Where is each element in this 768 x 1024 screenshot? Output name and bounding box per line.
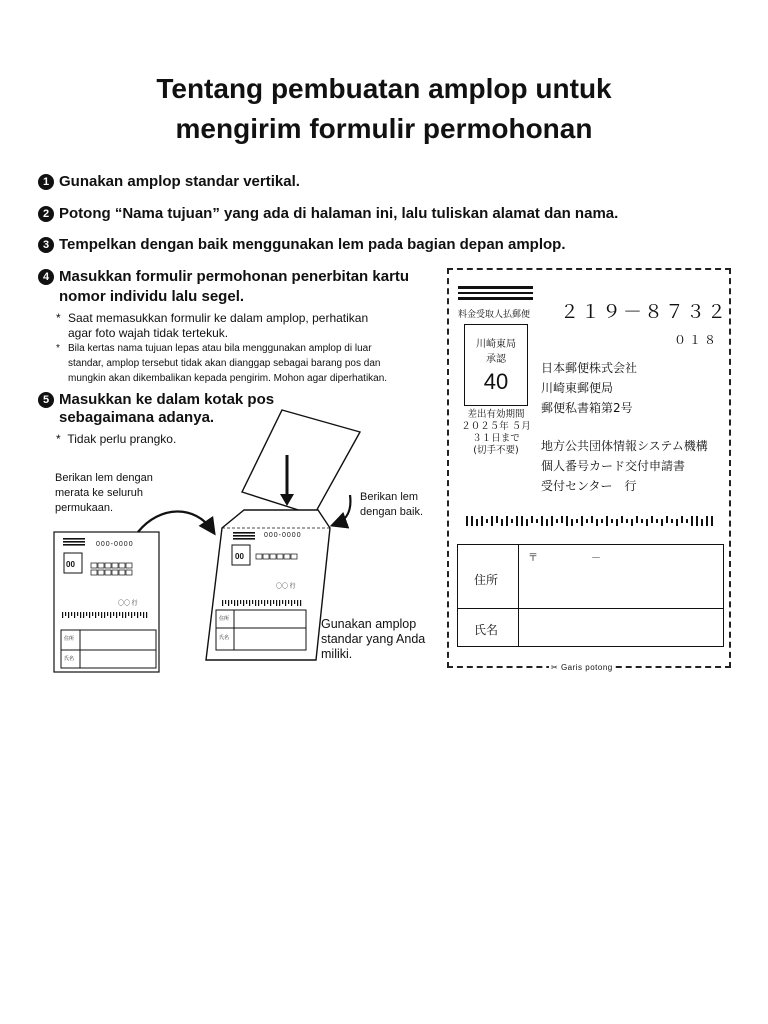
validity-line-2: ２０２５年 ５月	[461, 421, 531, 432]
postal-dash: －	[591, 553, 601, 564]
customer-barcode	[466, 514, 716, 528]
glue-label-line-1: Berikan lem dengan	[55, 472, 153, 484]
step-text: Gunakan amplop standar vertikal.	[59, 173, 300, 190]
recipient-block-1	[541, 358, 637, 418]
step-4-line-2: nomor individu lalu segel.	[59, 288, 245, 305]
validity-line-3: ３１日まで	[472, 433, 520, 444]
validity-line-4: (切手不要)	[473, 445, 519, 456]
envelope-label-line-2: standar yang Anda	[321, 632, 426, 646]
postal-subcode: ０１８	[674, 333, 720, 347]
recipient-line-2: 川崎東郵便局	[541, 381, 614, 395]
fee-label: 料金受取人払郵便	[458, 310, 531, 320]
fee-bars	[458, 286, 533, 303]
note-asterisk: *	[56, 343, 60, 354]
form-sheet	[242, 410, 360, 515]
note-4b-line-2: standar, amplop tersebut tidak akan dianggap sebagai barang pos dan	[68, 358, 381, 369]
recipient2-line-3: 受付センター 行	[541, 479, 637, 493]
note-4b-line-3: mungkin akan dikembalikan kepada pengirim. Mohon agar diperhatikan.	[68, 373, 388, 384]
row-address-label: 住所	[474, 573, 499, 587]
validity-line-1: 差出有効期間	[467, 409, 525, 420]
row-name-label: 氏名	[474, 623, 499, 637]
envelope-label-line-1: Gunakan amplop	[321, 617, 417, 631]
mini-row-name: 氏名	[64, 656, 75, 662]
cut-line-label	[549, 663, 615, 672]
postal-code: ２１９－８７３２	[560, 301, 729, 323]
note-4a-line-2: agar foto wajah tidak tertekuk.	[68, 326, 229, 340]
recipient2-line-1: 地方公共団体情報システム機構	[541, 439, 708, 453]
step-number-badge: 2	[38, 206, 54, 222]
validity-block	[460, 409, 532, 457]
table-row-divider	[458, 608, 723, 609]
postal-mark: 〒	[528, 553, 538, 564]
envelope-label-line-3: miliki.	[321, 647, 353, 661]
mini-address-sheet	[54, 532, 159, 672]
glue-good-label-line-2: dengan baik.	[360, 506, 423, 518]
recipient-block-2	[541, 436, 708, 496]
step-number-badge: 5	[38, 392, 54, 408]
recipient-line-3: 郵便私書箱第2号	[541, 401, 633, 415]
step-text-line-1: Masukkan ke dalam kotak pos	[59, 391, 275, 408]
approval-number: 40	[483, 369, 509, 394]
envelope-row-address: 住所	[219, 616, 230, 622]
recipient2-line-2: 個人番号カード交付申請書	[541, 459, 686, 473]
glue-good-label-line-1: Berikan lem	[360, 491, 419, 503]
envelope-row-name: 氏名	[219, 635, 230, 641]
step-number-badge: 1	[38, 174, 54, 190]
note-4a-line-1: Saat memasukkan formulir ke dalam amplop, perhatikan	[68, 311, 369, 325]
curved-arrow-left	[138, 511, 212, 532]
note-5: * Tidak perlu prangko.	[56, 432, 177, 446]
step-number-badge: 4	[38, 269, 54, 285]
sender-table	[457, 544, 724, 647]
approval-stamp-box	[464, 324, 528, 406]
approval-label: 承認	[486, 354, 506, 365]
step-number-badge: 3	[38, 237, 54, 253]
mini-stamp-number: 00	[66, 560, 75, 569]
page-title-line-2: mengirim formulir permohonan	[175, 113, 593, 144]
approval-office: 川崎東局	[476, 339, 516, 350]
glue-label-line-2: merata ke seluruh	[55, 487, 144, 499]
note-asterisk: *	[56, 311, 61, 325]
envelope-stamp-number: 00	[235, 552, 244, 561]
mini-zip: 000-0000	[96, 541, 134, 548]
note-5-text: Tidak perlu prangko.	[67, 432, 177, 446]
mini-ko: 〇〇 行	[118, 601, 138, 607]
step-5-line-2: sebagaimana adanya.	[59, 409, 215, 426]
step-text-line-1: Masukkan formulir permohonan penerbitan kartu	[59, 268, 410, 285]
mini-row-address: 住所	[64, 636, 75, 642]
page-title-line-1: Tentang pembuatan amplop untuk	[156, 73, 612, 104]
envelope-zip: 000-0000	[264, 532, 302, 539]
scissors-icon: ✂	[551, 663, 559, 672]
step-text: Tempelkan dengan baik menggunakan lem pada bagian depan amplop.	[59, 236, 566, 253]
note-4b-line-1: Bila kertas nama tujuan lepas atau bila menggunakan amplop di luar	[68, 343, 372, 354]
cut-line-text: Garis potong	[560, 663, 613, 672]
glue-label-line-3: permukaan.	[55, 502, 114, 514]
recipient-line-1: 日本郵便株式会社	[541, 361, 638, 375]
envelope-ko: 〇〇 行	[276, 584, 296, 590]
table-column-divider	[518, 545, 519, 646]
curved-arrow-right	[336, 495, 350, 524]
step-text: Potong “Nama tujuan” yang ada di halaman ini, lalu tuliskan alamat dan nama.	[59, 205, 619, 222]
